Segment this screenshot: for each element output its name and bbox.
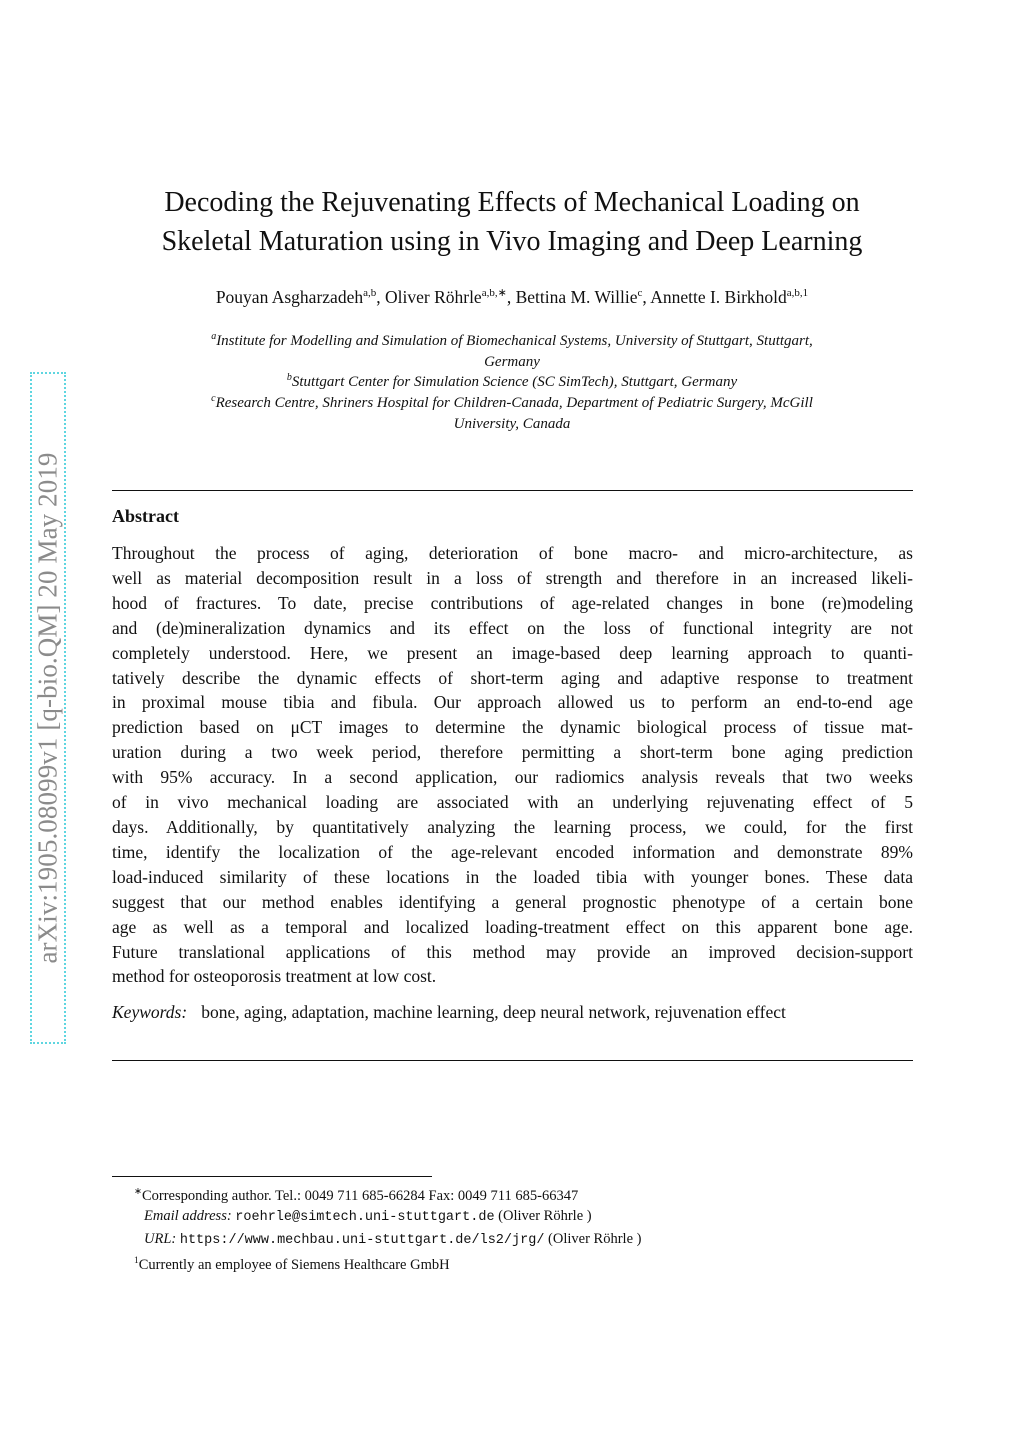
abstract-line: load-induced similarity of these locations in the loaded tibia with younger bones. These data [112, 866, 913, 887]
abstract-line: in proximal mouse tibia and fibula. Our approach allowed us to perform an end-to-end age [112, 692, 913, 713]
footnote-1 [112, 1251, 641, 1275]
title-line: Skeletal Maturation using in Vivo Imaging and Deep Learning [161, 226, 863, 257]
abstract-line: completely understood. Here, we present an image-based deep learning approach to quanti- [112, 642, 913, 663]
abstract-line: uration during a two week period, therefore permitting a short-term bone aging prediction [112, 742, 913, 763]
footnotes [112, 1182, 641, 1276]
abstract-line: well as material decomposition result in a loss of strength and therefore in an increased likeli- [112, 567, 913, 588]
author-affiliation-mark: a,b,1 [786, 287, 809, 299]
affiliation-text: Stuttgart Center for Simulation Science (SC SimTech), Stuttgart, Germany [291, 374, 738, 390]
author-list: Pouyan Asgharzadeh$^{a,b}$, Oliver Röhrle$^{a,b,∗}$, Bettina M. Willie$^c$, Annette I. Birkhold$^{a,b,1}$ [215, 286, 809, 307]
affiliation-text: University, Canada [453, 415, 571, 432]
author-name: Bettina M. Willie [515, 286, 638, 307]
abstract-line: hood of fractures. To date, precise contributions of age-related changes in bone (re)modeling [112, 592, 913, 613]
footnote-email [112, 1206, 641, 1229]
keywords [112, 1000, 913, 1025]
footnote-corresponding [112, 1182, 641, 1206]
paper-title [112, 183, 912, 261]
abstract-line: and (de)mineralization dynamics and its effect on the loss of functional integrity are not [112, 617, 913, 638]
author-name: Annette I. Birkhold [650, 286, 787, 307]
abstract-line: prediction based on μCT images to determine the dynamic biological process of tissue mat- [112, 717, 913, 738]
footnote-text: Currently an employee of Siemens Healthcare GmbH [138, 1257, 450, 1274]
abstract-bottom-rule [112, 1060, 913, 1061]
abstract-heading: Abstract [112, 506, 179, 526]
affiliation-text: Institute for Modelling and Simulation of Biomechanical Systems, University of Stuttgart, Stuttgart, [216, 333, 813, 349]
author-affiliation-mark: c [637, 287, 643, 299]
footnote-mark: 1 [134, 1256, 139, 1267]
email-link[interactable]: roehrle@simtech.uni-stuttgart.de [235, 1210, 495, 1226]
author-affiliation-mark: a,b,∗ [481, 287, 507, 299]
affiliation-mark: b [286, 372, 292, 383]
abstract-line: Throughout the process of aging, deterioration of bone macro- and micro-architecture, as [112, 543, 913, 563]
url-label: URL: [144, 1230, 177, 1247]
abstract-line: age as well as a temporal and localized loading-treatment effect on this apparent bone age. [112, 916, 913, 937]
abstract-body [112, 541, 913, 989]
footnote-rule [112, 1176, 432, 1177]
author-name: Pouyan Asgharzadeh [215, 286, 364, 307]
footnote-text: Corresponding author. Tel.: 0049 711 685-66284 Fax: 0049 711 685-66347 [141, 1187, 579, 1204]
url-link[interactable]: https://www.mechbau.uni-stuttgart.de/ls2/jrg/ [179, 1232, 545, 1248]
author-name: Oliver Röhrle [384, 286, 482, 307]
affiliation-a [112, 327, 912, 372]
affiliation-text: Germany [484, 353, 540, 370]
affiliation-mark: a [211, 331, 217, 342]
url-owner: (Oliver Röhrle ) [548, 1230, 642, 1247]
abstract-line: of in vivo mechanical loading are associated with an underlying rejuvenating effect of 5 [112, 792, 913, 813]
title-line: Decoding the Rejuvenating Effects of Mechanical Loading on [164, 187, 860, 218]
affiliation-text: Research Centre, Shriners Hospital for Children-Canada, Department of Pediatric Surgery, McGill [215, 395, 813, 411]
email-label: Email address: [144, 1208, 232, 1225]
affiliation-c [112, 389, 912, 434]
footnote-mark: ∗ [134, 1187, 142, 1197]
abstract-line: time, identify the localization of the age-relevant encoded information and demonstrate 89% [112, 841, 913, 862]
arxiv-identifier-text: arXiv:1905.08099v1 [q-bio.QM] 20 May 2019 [32, 452, 63, 964]
author-affiliation-mark: a,b [363, 287, 377, 299]
email-owner: (Oliver Röhrle ) [498, 1208, 592, 1225]
abstract-line: days. Additionally, by quantitatively analyzing the learning process, we could, for the first [112, 816, 913, 837]
keywords-text: bone, aging, adaptation, machine learning, deep neural network, rejuvenation effect [201, 1002, 786, 1022]
footnote-url [112, 1229, 641, 1252]
abstract-line: Future translational applications of this method may provide an improved decision-support [112, 941, 913, 962]
abstract-line: method for osteoporosis treatment at low cost. [112, 966, 437, 987]
abstract-top-rule [112, 490, 913, 491]
affiliation-mark: c [211, 393, 216, 404]
abstract-line: tatively describe the dynamic effects of short-term aging and adaptive response to treatment [112, 667, 913, 688]
abstract-line: with 95% accuracy. In a second application, our radiomics analysis reveals that two weeks [112, 767, 913, 788]
abstract-line: suggest that our method enables identifying a general prognostic phenotype of a certain bone [112, 891, 913, 912]
arxiv-identifier-stamp [30, 372, 66, 1044]
keywords-label: Keywords: [112, 1002, 188, 1022]
